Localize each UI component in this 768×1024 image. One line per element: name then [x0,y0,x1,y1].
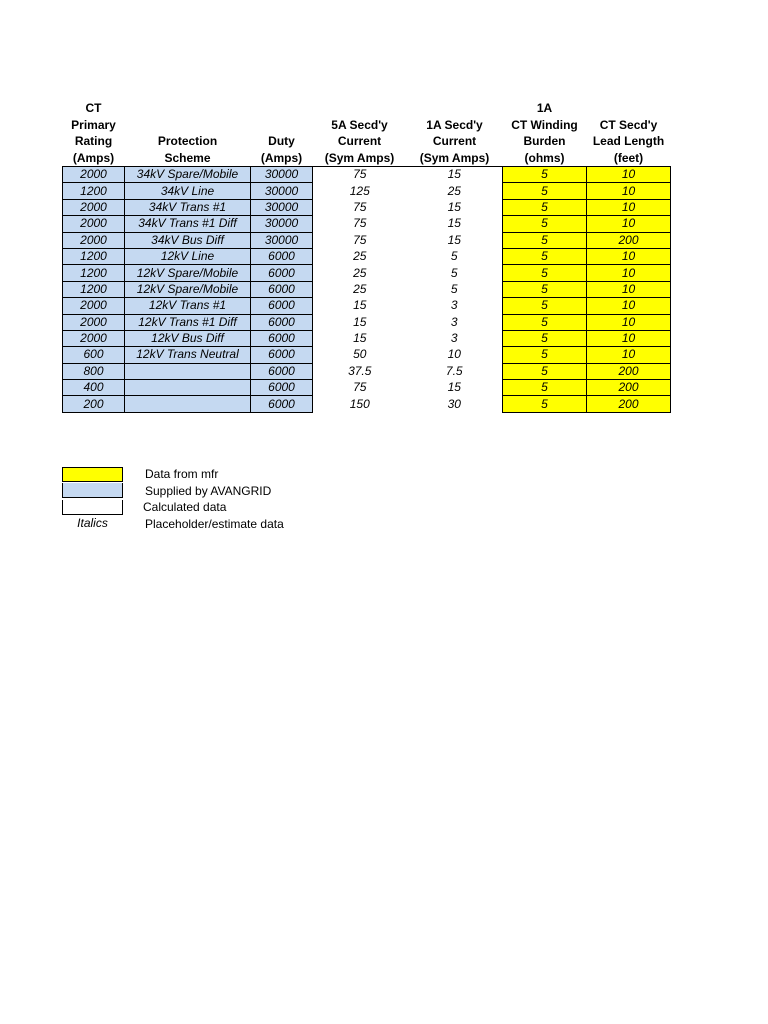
5a-current-cell: 25 [313,265,407,281]
1a-current-cell: 15 [407,232,503,248]
winding-burden-cell: 5 [503,167,587,183]
protection-scheme-cell [125,396,251,412]
1a-current-cell: 3 [407,298,503,314]
protection-scheme-cell: 12kV Spare/Mobile [125,265,251,281]
lead-length-cell: 10 [587,183,671,199]
ct-primary-rating-cell: 2000 [63,232,125,248]
table-row [63,248,671,264]
1a-current-cell: 15 [407,167,503,183]
duty-cell: 6000 [251,314,313,330]
winding-burden-cell: 5 [503,265,587,281]
table-row [63,330,671,346]
header-5a-secondary-current: 5A Secd'y Current (Sym Amps) [324,117,395,165]
duty-cell: 6000 [251,248,313,264]
protection-scheme-cell: 12kV Bus Diff [125,330,251,346]
duty-cell: 6000 [251,281,313,297]
5a-current-cell: 15 [313,298,407,314]
lead-length-cell: 10 [587,314,671,330]
table-row [63,396,671,412]
legend-label: Data from mfr [145,467,219,482]
duty-cell: 6000 [251,298,313,314]
duty-cell: 6000 [251,363,313,379]
protection-scheme-cell: 12kV Trans Neutral [125,347,251,363]
5a-current-cell: 37.5 [313,363,407,379]
header-lead-length: CT Secd'y Lead Length (feet) [592,117,665,165]
duty-cell: 30000 [251,216,313,232]
1a-current-cell: 5 [407,265,503,281]
1a-current-cell: 25 [407,183,503,199]
table-body [63,167,671,413]
legend-item [62,516,284,533]
winding-burden-cell: 5 [503,232,587,248]
legend [62,466,284,532]
legend-label: Calculated data [143,500,227,515]
duty-cell: 6000 [251,396,313,412]
header-row [63,100,671,167]
duty-cell: 6000 [251,347,313,363]
duty-cell: 30000 [251,183,313,199]
legend-swatch-yellow [62,467,123,482]
protection-scheme-cell: 34kV Trans #1 [125,199,251,215]
lead-length-cell: 10 [587,347,671,363]
table-row [63,380,671,396]
protection-scheme-cell: 34kV Trans #1 Diff [125,216,251,232]
header-duty: Duty (Amps) [260,134,303,165]
1a-current-cell: 3 [407,330,503,346]
lead-length-cell: 10 [587,265,671,281]
ct-primary-rating-cell: 400 [63,380,125,396]
winding-burden-cell: 5 [503,380,587,396]
protection-scheme-cell [125,380,251,396]
legend-label: Placeholder/estimate data [145,516,284,531]
protection-scheme-cell: 34kV Spare/Mobile [125,167,251,183]
ct-primary-rating-cell: 2000 [63,298,125,314]
table-row [63,216,671,232]
ct-primary-rating-cell: 1200 [63,281,125,297]
table-row [63,199,671,215]
winding-burden-cell: 5 [503,281,587,297]
lead-length-cell: 10 [587,216,671,232]
winding-burden-cell: 5 [503,347,587,363]
lead-length-cell: 10 [587,167,671,183]
1a-current-cell: 10 [407,347,503,363]
table-row [63,183,671,199]
winding-burden-cell: 5 [503,396,587,412]
protection-scheme-cell: 34kV Bus Diff [125,232,251,248]
winding-burden-cell: 5 [503,314,587,330]
header-ct-winding-burden: 1A CT Winding Burden (ohms) [511,101,578,165]
ct-table [62,100,671,413]
5a-current-cell: 15 [313,330,407,346]
ct-primary-rating-cell: 800 [63,363,125,379]
header-ct-primary-rating: CT Primary Rating (Amps) [71,101,116,165]
ct-primary-rating-cell: 2000 [63,216,125,232]
legend-swatch-italics: Italics [77,516,108,531]
ct-primary-rating-cell: 2000 [63,199,125,215]
legend-label: Supplied by AVANGRID [145,483,272,498]
legend-swatch-white [62,500,123,515]
duty-cell: 6000 [251,380,313,396]
duty-cell: 30000 [251,199,313,215]
5a-current-cell: 75 [313,232,407,248]
1a-current-cell: 15 [407,380,503,396]
ct-primary-rating-cell: 2000 [63,330,125,346]
protection-scheme-cell: 34kV Line [125,183,251,199]
ct-primary-rating-cell: 600 [63,347,125,363]
5a-current-cell: 75 [313,216,407,232]
legend-swatch-blue [62,483,123,498]
winding-burden-cell: 5 [503,330,587,346]
protection-scheme-cell: 12kV Trans #1 [125,298,251,314]
ct-primary-rating-cell: 2000 [63,167,125,183]
5a-current-cell: 75 [313,199,407,215]
legend-item [62,466,284,483]
lead-length-cell: 10 [587,248,671,264]
table-row [63,298,671,314]
winding-burden-cell: 5 [503,248,587,264]
1a-current-cell: 5 [407,281,503,297]
1a-current-cell: 3 [407,314,503,330]
lead-length-cell: 10 [587,298,671,314]
protection-scheme-cell [125,363,251,379]
table-row [63,167,671,183]
1a-current-cell: 7.5 [407,363,503,379]
winding-burden-cell: 5 [503,216,587,232]
ct-primary-rating-cell: 1200 [63,183,125,199]
ct-primary-rating-cell: 1200 [63,265,125,281]
5a-current-cell: 75 [313,167,407,183]
duty-cell: 30000 [251,167,313,183]
1a-current-cell: 15 [407,199,503,215]
5a-current-cell: 125 [313,183,407,199]
lead-length-cell: 10 [587,330,671,346]
5a-current-cell: 25 [313,281,407,297]
winding-burden-cell: 5 [503,363,587,379]
protection-scheme-cell: 12kV Trans #1 Diff [125,314,251,330]
lead-length-cell: 200 [587,380,671,396]
protection-scheme-cell: 12kV Line [125,248,251,264]
header-1a-secondary-current: 1A Secd'y Current (Sym Amps) [419,117,490,165]
winding-burden-cell: 5 [503,298,587,314]
table-row [63,314,671,330]
1a-current-cell: 15 [407,216,503,232]
table-row [63,363,671,379]
table-row [63,265,671,281]
lead-length-cell: 200 [587,232,671,248]
5a-current-cell: 75 [313,380,407,396]
legend-item [62,483,284,500]
5a-current-cell: 15 [313,314,407,330]
duty-cell: 6000 [251,330,313,346]
ct-primary-rating-cell: 1200 [63,248,125,264]
1a-current-cell: 30 [407,396,503,412]
table-row [63,347,671,363]
protection-scheme-cell: 12kV Spare/Mobile [125,281,251,297]
winding-burden-cell: 5 [503,183,587,199]
lead-length-cell: 200 [587,396,671,412]
lead-length-cell: 10 [587,199,671,215]
5a-current-cell: 150 [313,396,407,412]
duty-cell: 6000 [251,265,313,281]
lead-length-cell: 200 [587,363,671,379]
winding-burden-cell: 5 [503,199,587,215]
table-row [63,232,671,248]
5a-current-cell: 50 [313,347,407,363]
ct-primary-rating-cell: 200 [63,396,125,412]
ct-primary-rating-cell: 2000 [63,314,125,330]
header-protection-scheme: Protection Scheme [157,134,218,165]
legend-item [62,499,284,516]
5a-current-cell: 25 [313,248,407,264]
1a-current-cell: 5 [407,248,503,264]
ct-data-sheet [62,100,671,413]
lead-length-cell: 10 [587,281,671,297]
table-row [63,281,671,297]
duty-cell: 30000 [251,232,313,248]
